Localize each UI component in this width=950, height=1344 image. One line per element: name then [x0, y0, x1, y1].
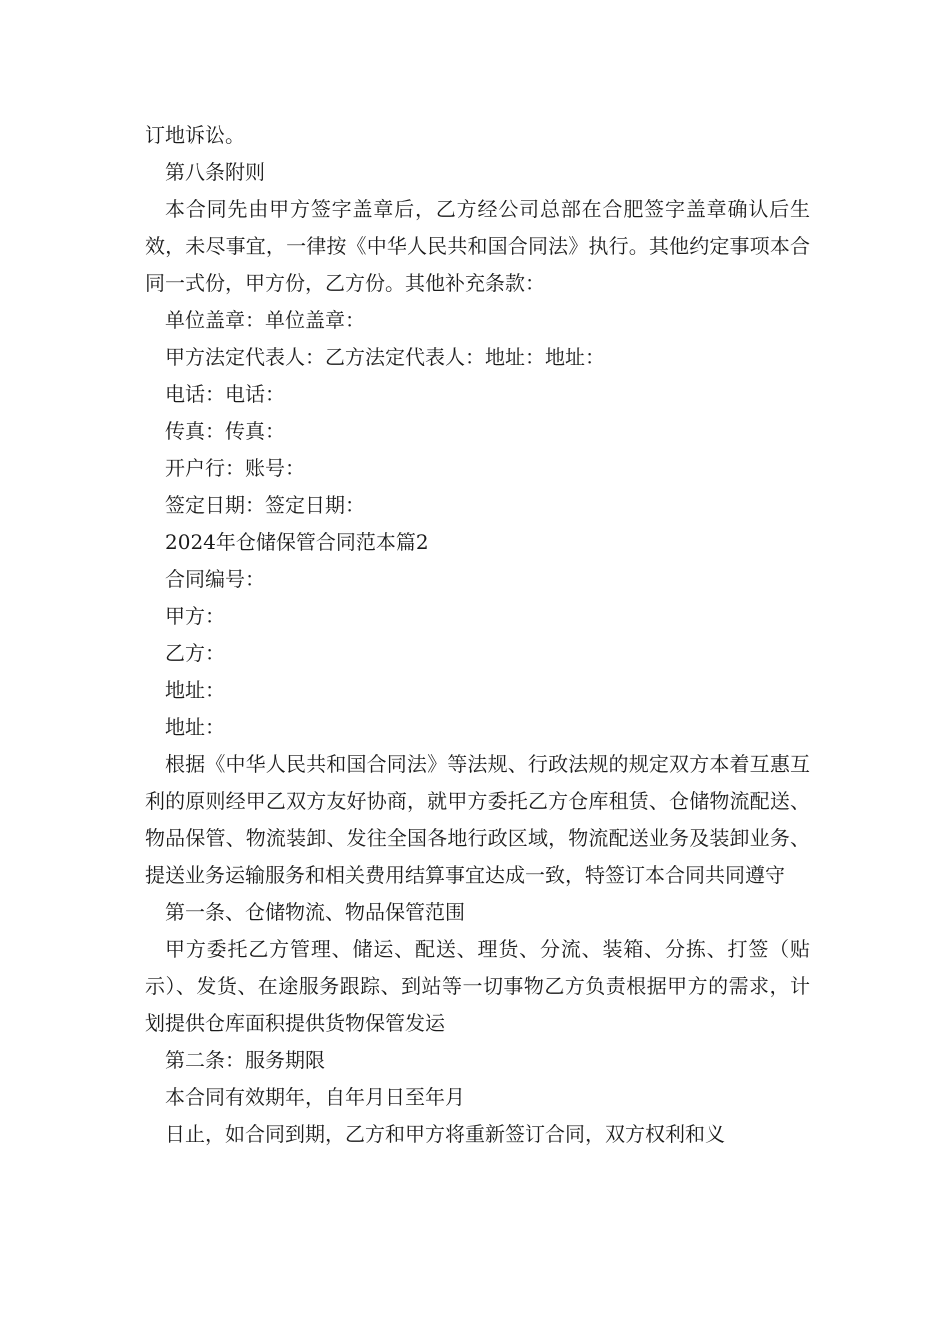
bank-line: 开户行：账号：	[165, 456, 305, 480]
article-2-heading: 第二条：服务期限	[165, 1048, 325, 1072]
party-b-line: 乙方：	[165, 641, 225, 665]
contract-number-line: 合同编号：	[165, 567, 265, 591]
fax-line: 传真：传真：	[165, 419, 285, 443]
article-1-heading: 第一条、仓储物流、物品保管范围	[165, 900, 465, 924]
article-2-continued: 日止，如合同到期，乙方和甲方将重新签订合同，双方权利和义	[165, 1122, 725, 1146]
article-8-text: 本合同先由甲方签字盖章后，乙方经公司总部在合肥签字盖章确认后生效，未尽事宜，一律按《中华人民共和国合同法》执行。其他约定事项本合同一式份，甲方份，乙方份。其他补充条款：	[145, 197, 810, 295]
article-2-text: 本合同有效期年，自年月日至年月	[165, 1085, 465, 1109]
preamble-paragraph: 根据《中华人民共和国合同法》等法规、行政法规的规定双方本着互惠互利的原则经甲乙双方友好协商，就甲方委托乙方仓库租赁、仓储物流配送、物品保管、物流装卸、发往全国各地行政区域，物流配送业务及装卸业务、提送业务运输服务和相关费用结算事宜达成一致，特签订本合同共同遵守	[145, 752, 810, 887]
seal-line: 单位盖章：单位盖章：	[165, 308, 365, 332]
article-1-text: 甲方委托乙方管理、储运、配送、理货、分流、装箱、分拣、打签（贴示）、发货、在途服务跟踪、到站等一切事物乙方负责根据甲方的需求，计划提供仓库面积提供货物保管发运	[145, 937, 810, 1035]
party-a-line: 甲方：	[165, 604, 225, 628]
representative-line: 甲方法定代表人：乙方法定代表人：地址：地址：	[165, 345, 605, 369]
signing-date-line: 签定日期：签定日期：	[165, 493, 365, 517]
document-body	[145, 117, 810, 1153]
paragraph-continuation: 订地诉讼。	[145, 123, 245, 147]
article-8-heading: 第八条附则	[165, 160, 265, 184]
address-line-b: 地址：	[165, 715, 225, 739]
section-title: 2024年仓储保管合同范本篇2	[165, 530, 429, 554]
phone-line: 电话：电话：	[165, 382, 285, 406]
address-line-a: 地址：	[165, 678, 225, 702]
